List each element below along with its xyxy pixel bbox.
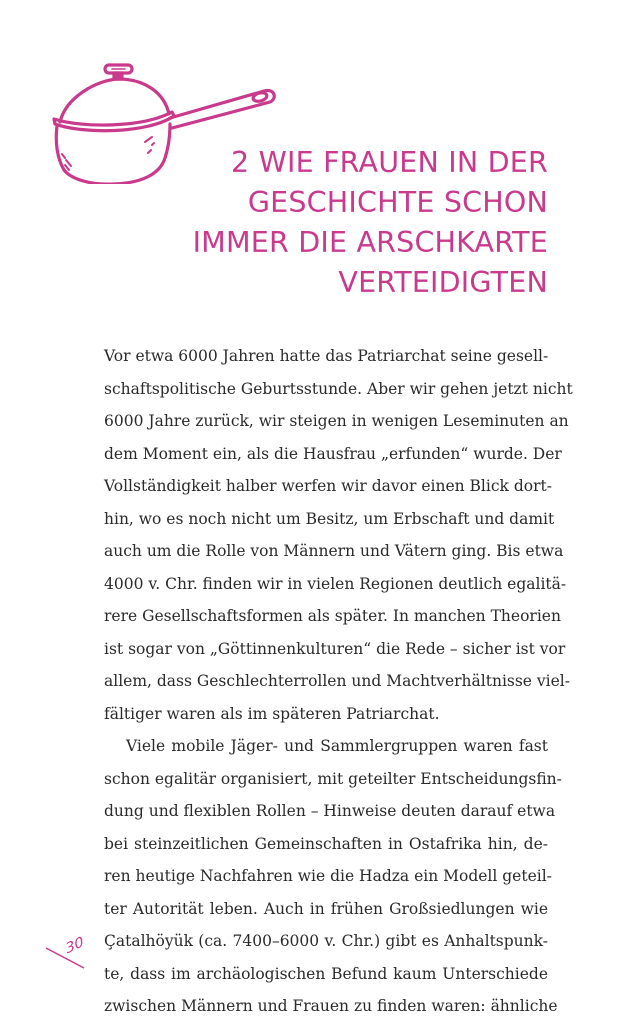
chapter-title-line: GESCHICHTE SCHON bbox=[247, 186, 548, 219]
text-line: ist sogar von „Göttinnenkulturen“ die Rede – sicher ist vor bbox=[104, 639, 566, 658]
chapter-title bbox=[193, 143, 548, 303]
chapter-title-line: IMMER DIE ARSCHKARTE bbox=[192, 226, 548, 259]
text-line: te, dass im archäologischen Befund kaum Unterschiede bbox=[104, 964, 548, 983]
text-line: bei steinzeitlichen Gemeinschaften in Ostafrika hin, de- bbox=[104, 834, 548, 853]
text-line: dung und flexiblen Rollen – Hinweise deuten darauf etwa bbox=[104, 802, 556, 820]
text-line: ren heutige Nachfahren wie die Hadza ein Modell geteil- bbox=[104, 867, 552, 885]
paragraph bbox=[104, 730, 562, 1023]
body-text bbox=[104, 340, 573, 1023]
text-line: 6000 Jahre zurück, wir steigen in wenigen Leseminuten an bbox=[104, 412, 569, 430]
text-line: zwischen Männern und Frauen zu finden waren: ähnliche bbox=[104, 997, 558, 1015]
text-line: Vollständigkeit halber werfen wir davor einen Blick dort- bbox=[104, 477, 552, 495]
text-line: 4000 v. Chr. finden wir in vielen Regionen deutlich egalitä- bbox=[104, 574, 567, 593]
text-line: fältiger waren als im späteren Patriarchat. bbox=[104, 704, 440, 723]
text-line: Çatalhöyük (ca. 7400–6000 v. Chr.) gibt es Anhaltspunk- bbox=[104, 932, 548, 950]
text-line: ter Autorität leben. Auch in frühen Großsiedlungen wie bbox=[104, 899, 548, 918]
paragraph bbox=[104, 340, 573, 730]
text-line: schon egalitär organisiert, mit geteilter Entscheidungsfin- bbox=[104, 769, 562, 788]
text-line: rere Gesellschaftsformen als später. In manchen Theorien bbox=[104, 607, 561, 625]
page-folio bbox=[44, 933, 94, 970]
text-line: allem, dass Geschlechterrollen und Machtverhältnisse viel- bbox=[104, 672, 570, 690]
page-number: 30 bbox=[63, 933, 86, 957]
text-line: auch um die Rolle von Männern und Vätern ging. Bis etwa bbox=[104, 542, 564, 560]
chapter-title-line: VERTEIDIGTEN bbox=[338, 266, 548, 299]
text-line: Viele mobile Jäger- und Sammlergruppen waren fast bbox=[126, 737, 548, 755]
chapter-title-line: 2 WIE FRAUEN IN DER bbox=[231, 146, 548, 179]
text-line: schaftspolitische Geburtsstunde. Aber wir gehen jetzt nicht bbox=[104, 379, 573, 398]
text-line: dem Moment ein, als die Hausfrau „erfunden“ wurde. Der bbox=[104, 444, 562, 463]
text-line: Vor etwa 6000 Jahren hatte das Patriarchat seine gesell- bbox=[104, 347, 549, 365]
text-line: hin, wo es noch nicht um Besitz, um Erbschaft und damit bbox=[104, 509, 555, 528]
